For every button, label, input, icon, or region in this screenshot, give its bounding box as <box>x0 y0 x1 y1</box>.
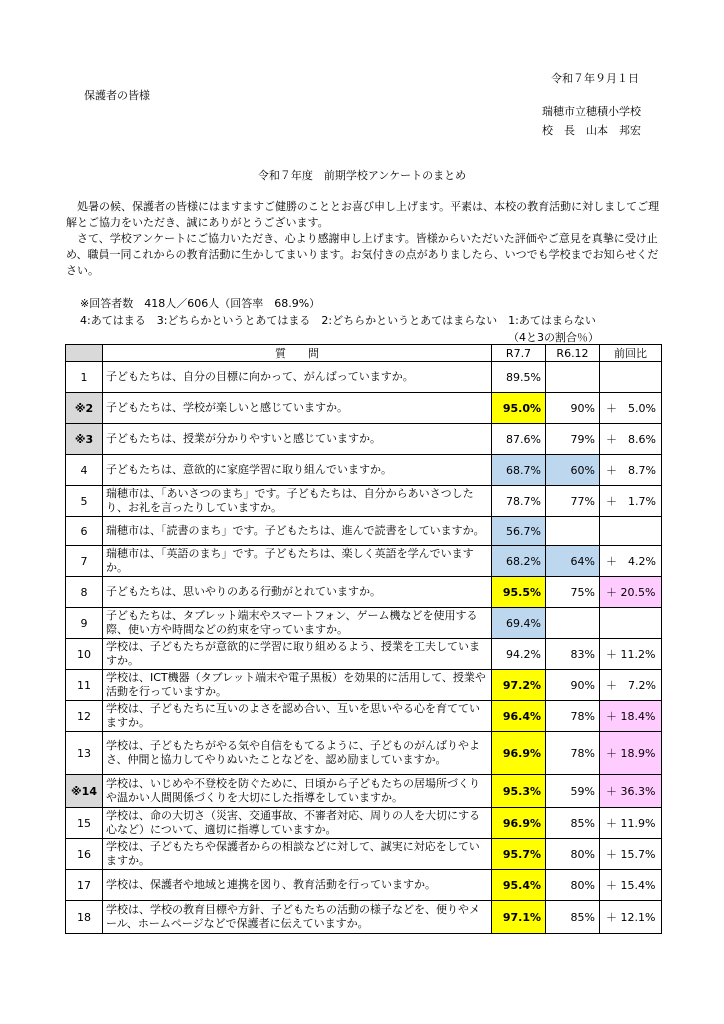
header-r612: R6.12 <box>546 345 600 362</box>
r612-value: 60% <box>546 455 600 486</box>
question-number: 10 <box>66 639 103 670</box>
r612-value <box>546 517 600 546</box>
diff-value: ＋ 4.2% <box>600 546 662 577</box>
diff-value: ＋ 36.3% <box>600 775 662 808</box>
diff-value: ＋ 15.7% <box>600 839 662 870</box>
question-text: 瑞穂市は、「あいさつのまち」です。子どもたちは、自分からあいさつしたり、お礼を言ったりしていますか。 <box>103 486 492 517</box>
question-text: 子どもたちは、タブレット端末やスマートフォン、ゲーム機などを使用する際、使い方や時間などの約束を守っていますか。 <box>103 608 492 639</box>
table-row <box>66 808 662 839</box>
r612-value: 83% <box>546 639 600 670</box>
r612-value: 75% <box>546 577 600 608</box>
question-number: ※3 <box>66 424 103 455</box>
diff-value: ＋ 12.1% <box>600 901 662 934</box>
question-text: 瑞穂市は、「読書のまち」です。子どもたちは、進んで読書をしていますか。 <box>103 517 492 546</box>
table-row <box>66 901 662 934</box>
question-number: 9 <box>66 608 103 639</box>
header-diff: 前回比 <box>600 345 662 362</box>
question-text: 学校は、ICT機器（タブレット端末や電子黒板）を効果的に活用して、授業や活動を行っていますか。 <box>103 670 492 701</box>
question-number: 17 <box>66 870 103 901</box>
r77-value: 95.5% <box>492 577 546 608</box>
table-row <box>66 393 662 424</box>
header-number <box>66 345 103 362</box>
r77-value: 68.2% <box>492 546 546 577</box>
r77-value: 78.7% <box>492 486 546 517</box>
question-number: ※2 <box>66 393 103 424</box>
table-row <box>66 608 662 639</box>
question-text: 学校は、いじめや不登校を防ぐために、日頃から子どもたちの居場所づくりや温かい人間関係づくりを大切にした指導をしていますか。 <box>103 775 492 808</box>
header-r77: R7.7 <box>492 345 546 362</box>
r77-value: 95.0% <box>492 393 546 424</box>
table-row <box>66 701 662 732</box>
diff-value <box>600 362 662 393</box>
document-date: 令和７年９月１日 <box>551 72 639 85</box>
r77-value: 96.9% <box>492 808 546 839</box>
r612-value: 85% <box>546 808 600 839</box>
r612-value: 59% <box>546 775 600 808</box>
r77-value: 95.7% <box>492 839 546 870</box>
table-row <box>66 639 662 670</box>
r77-value: 94.2% <box>492 639 546 670</box>
r77-value: 68.7% <box>492 455 546 486</box>
r77-value: 95.4% <box>492 870 546 901</box>
question-text: 学校は、命の大切さ（災害、交通事故、不審者対応、周りの人を大切にする心など）について、適切に指導していますか。 <box>103 808 492 839</box>
question-number: 4 <box>66 455 103 486</box>
question-text: 子どもたちは、思いやりのある行動がとれていますか。 <box>103 577 492 608</box>
r77-value: 96.4% <box>492 701 546 732</box>
question-number: 18 <box>66 901 103 934</box>
r77-value: 56.7% <box>492 517 546 546</box>
table-row <box>66 424 662 455</box>
question-number: 13 <box>66 732 103 775</box>
question-text: 子どもたちは、授業が分かりやすいと感じていますか。 <box>103 424 492 455</box>
diff-value: ＋ 11.2% <box>600 639 662 670</box>
table-row <box>66 517 662 546</box>
question-number: 16 <box>66 839 103 870</box>
question-text: 子どもたちは、自分の目標に向かって、がんばっていますか。 <box>103 362 492 393</box>
question-text: 瑞穂市は、「英語のまち」です。子どもたちは、楽しく英語を学んでいますか。 <box>103 546 492 577</box>
r612-value: 80% <box>546 839 600 870</box>
r612-value: 80% <box>546 870 600 901</box>
diff-value: ＋ 8.7% <box>600 455 662 486</box>
school-name: 瑞穂市立穂積小学校 <box>542 105 641 118</box>
table-row <box>66 732 662 775</box>
r77-value: 97.2% <box>492 670 546 701</box>
question-number: 15 <box>66 808 103 839</box>
r612-value: 64% <box>546 546 600 577</box>
question-number: 1 <box>66 362 103 393</box>
question-number: 5 <box>66 486 103 517</box>
r612-value <box>546 608 600 639</box>
table-row <box>66 362 662 393</box>
table-row <box>66 670 662 701</box>
header-question: 質 問 <box>103 345 492 362</box>
r77-value: 97.1% <box>492 901 546 934</box>
principal-name: 校 長 山本 邦宏 <box>542 124 641 137</box>
table-row <box>66 577 662 608</box>
diff-value <box>600 608 662 639</box>
question-number: 7 <box>66 546 103 577</box>
question-text: 学校は、子どもたちに互いのよさを認め合い、互いを思いやる心を育てていますか。 <box>103 701 492 732</box>
greeting-paragraph: 処暑の候、保護者の皆様にはますますご健勝のこととお喜び申し上げます。平素は、本校の教育活動に対しましてご理解とご協力をいただき、誠にありがとうございます。 <box>66 200 660 229</box>
ratio-note: （4と3の割合％） <box>508 331 599 344</box>
r612-value: 90% <box>546 670 600 701</box>
r612-value: 78% <box>546 732 600 775</box>
question-text: 学校は、学校の教育目標や方針、子どもたちの活動の様子などを、便りやメール、ホームページなどで保護者に伝えていますか。 <box>103 901 492 934</box>
diff-value: ＋ 18.4% <box>600 701 662 732</box>
addressee: 保護者の皆様 <box>84 89 150 102</box>
table-row <box>66 455 662 486</box>
question-text: 学校は、子どもたちがやる気や自信をもてるように、子どものがんばりやよさ、仲間と協力してやりぬいたことなどを、認め励ましていますか。 <box>103 732 492 775</box>
r612-value: 90% <box>546 393 600 424</box>
diff-value: ＋ 11.9% <box>600 808 662 839</box>
question-number: 12 <box>66 701 103 732</box>
question-number: 6 <box>66 517 103 546</box>
rating-legend: 4:あてはまる 3:どちらかというとあてはまる 2:どちらかというとあてはまらない 1:あてはまらない <box>80 314 596 327</box>
diff-value <box>600 517 662 546</box>
table-row <box>66 486 662 517</box>
question-text: 子どもたちは、学校が楽しいと感じていますか。 <box>103 393 492 424</box>
question-text: 学校は、保護者や地域と連携を図り、教育活動を行っていますか。 <box>103 870 492 901</box>
r612-value: 78% <box>546 701 600 732</box>
diff-value: ＋ 18.9% <box>600 732 662 775</box>
diff-value: ＋ 1.7% <box>600 486 662 517</box>
r612-value: 85% <box>546 901 600 934</box>
diff-value: ＋ 8.6% <box>600 424 662 455</box>
question-text: 子どもたちは、意欲的に家庭学習に取り組んでいますか。 <box>103 455 492 486</box>
table-header-row <box>66 345 662 362</box>
r77-value: 96.9% <box>492 732 546 775</box>
table-row <box>66 839 662 870</box>
question-text: 学校は、子どもたちが意欲的に学習に取り組めるよう、授業を工夫していますか。 <box>103 639 492 670</box>
question-number: 8 <box>66 577 103 608</box>
table-row <box>66 870 662 901</box>
table-row <box>66 775 662 808</box>
thanks-paragraph: さて、学校アンケートにご協力いただき、心より感謝申し上げます。皆様からいただいた評価やご意見を真摯に受け止め、職員一同これからの教育活動に生かしてまいります。お気付きの点がありましたら、いつでも学校までお知らせください。 <box>66 232 659 277</box>
diff-value: ＋ 20.5% <box>600 577 662 608</box>
question-text: 学校は、子どもたちや保護者からの相談などに対して、誠実に対応をしていますか。 <box>103 839 492 870</box>
diff-value: ＋ 5.0% <box>600 393 662 424</box>
r77-value: 87.6% <box>492 424 546 455</box>
survey-results-table <box>65 344 662 934</box>
r77-value: 69.4% <box>492 608 546 639</box>
question-number: ※14 <box>66 775 103 808</box>
diff-value: ＋ 7.2% <box>600 670 662 701</box>
r612-value <box>546 362 600 393</box>
document-title: 令和７年度 前期学校アンケートのまとめ <box>257 169 467 182</box>
r612-value: 77% <box>546 486 600 517</box>
r77-value: 89.5% <box>492 362 546 393</box>
question-number: 11 <box>66 670 103 701</box>
r77-value: 95.3% <box>492 775 546 808</box>
table-row <box>66 546 662 577</box>
respondent-count: ※回答者数 418人／606人（回答率 68.9%） <box>80 297 321 310</box>
diff-value: ＋ 15.4% <box>600 870 662 901</box>
r612-value: 79% <box>546 424 600 455</box>
